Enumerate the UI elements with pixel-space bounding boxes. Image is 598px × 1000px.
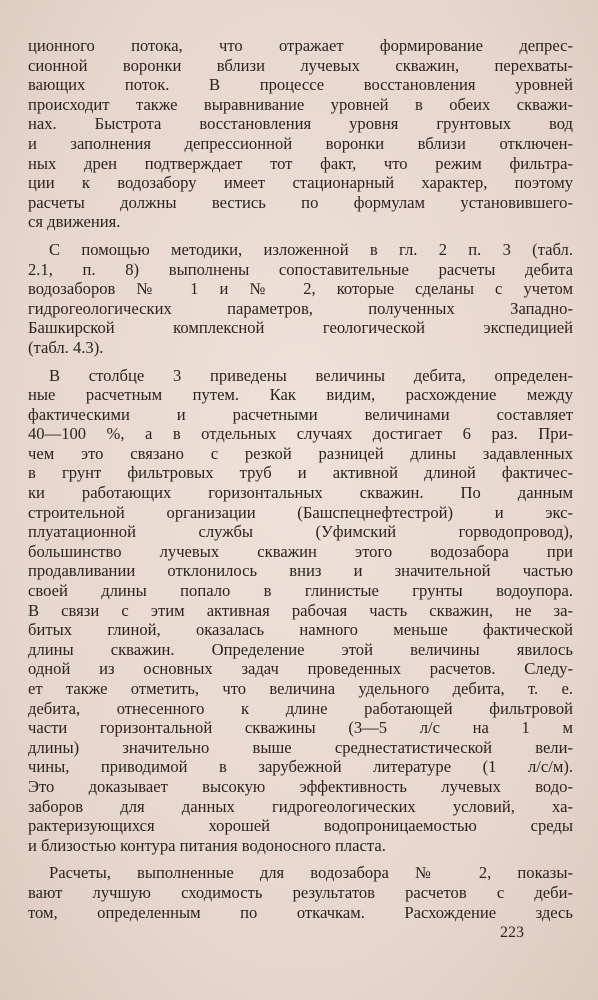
text-line: В связи с этим активная рабочая часть скважин, не за- xyxy=(28,600,573,620)
text-line: вают лучшую сходимость результатов расчетов с деби- xyxy=(28,882,573,902)
text-line: и близостью контура питания водоносного пласта. xyxy=(28,835,386,855)
text-line: дебита, отнесенного к длине работающей фильтровой xyxy=(28,698,573,718)
paragraph xyxy=(28,863,573,922)
text-line: своей длины попало в глинистые грунты водоупора. xyxy=(28,581,573,601)
text-line: С помощью методики, изложенной в гл. 2 п. 3 (табл. xyxy=(49,239,573,259)
text-line: том, определенным по откачкам. Расхождение здесь xyxy=(28,902,573,922)
text-line: ных дрен подтверждает тот факт, что режим фильтра- xyxy=(28,153,573,173)
text-line: рактеризующихся хорошей водопроницаемостью среды xyxy=(28,816,573,836)
text-line: нах. Быстрота восстановления уровня грунтовых вод xyxy=(28,114,573,134)
text-line: чины, приводимой в зарубежной литературе (1 л/с/м). xyxy=(28,757,573,777)
text-line: водозаборов № 1 и № 2, которые сделаны с учетом xyxy=(28,279,573,299)
text-line: сионной воронки вблизи лучевых скважин, перехваты- xyxy=(28,55,573,75)
text-line: и заполнения депрессионной воронки вблизи отключен- xyxy=(28,133,573,153)
paragraph xyxy=(28,240,573,358)
paragraph xyxy=(28,366,573,856)
page-text xyxy=(28,36,573,922)
text-line: Башкирской комплексной геологической экспедицией xyxy=(28,318,573,338)
text-line: заборов для данных гидрогеологических условий, ха- xyxy=(28,796,573,816)
text-line: Расчеты, выполненные для водозабора № 2, показы- xyxy=(49,863,573,883)
text-line: строительной организации (Башспецнефтестрой) и экс- xyxy=(28,502,573,522)
paragraph xyxy=(28,36,573,232)
text-line: ся движения. xyxy=(28,212,121,232)
text-line: ки работающих горизонтальных скважин. По данным xyxy=(28,483,573,503)
text-line: длины скважин. Определение этой величины явилось xyxy=(28,639,573,659)
text-line: длины) значительно выше среднестатистической вели- xyxy=(28,737,573,757)
text-line: 40—100 %, а в отдельных случаях достигает 6 раз. При- xyxy=(28,424,573,444)
text-line: 2.1, п. 8) выполнены сопоставительные расчеты дебита xyxy=(28,259,573,279)
page-number: 223 xyxy=(500,924,524,941)
text-line: плуатационной службы (Уфимский горводопровод), xyxy=(28,522,573,542)
text-line: В столбце 3 приведены величины дебита, определен- xyxy=(49,365,573,385)
text-line: ционного потока, что отражает формирование депрес- xyxy=(28,36,573,55)
text-line: Это доказывает высокую эффективность лучевых водо- xyxy=(28,776,573,796)
text-line: продавливании отклонилось вниз и значительной частью xyxy=(28,561,573,581)
text-line: ет также отметить, что величина удельного дебита, т. е. xyxy=(28,679,573,698)
text-line: ные расчетным путем. Как видим, расхождение между xyxy=(28,385,573,405)
text-line: гидрогеологических параметров, полученных Западно- xyxy=(28,298,573,318)
text-line: большинство лучевых скважин этого водозабора при xyxy=(28,541,573,561)
text-line: части горизонтальной скважины (3—5 л/с на 1 м xyxy=(28,718,573,738)
text-line: одной из основных задач проведенных расчетов. Следу- xyxy=(28,659,573,679)
text-line: происходит также выравнивание уровней в обеих скважи- xyxy=(28,94,573,114)
text-line: (табл. 4.3). xyxy=(28,337,104,357)
text-line: ции к водозабору имеет стационарный характер, поэтому xyxy=(28,173,573,193)
text-line: расчеты должны вестись по формулам установившего- xyxy=(28,192,573,212)
text-line: фактическими и расчетными величинами составляет xyxy=(28,404,573,424)
text-line: битых глиной, оказалась намного меньше фактической xyxy=(28,620,573,640)
text-line: в грунт фильтровых труб и активной длиной фактичес- xyxy=(28,463,573,483)
text-line: вающих поток. В процессе восстановления уровней xyxy=(28,75,573,95)
text-line: чем это связано с резкой разницей длины задавленных xyxy=(28,443,573,463)
